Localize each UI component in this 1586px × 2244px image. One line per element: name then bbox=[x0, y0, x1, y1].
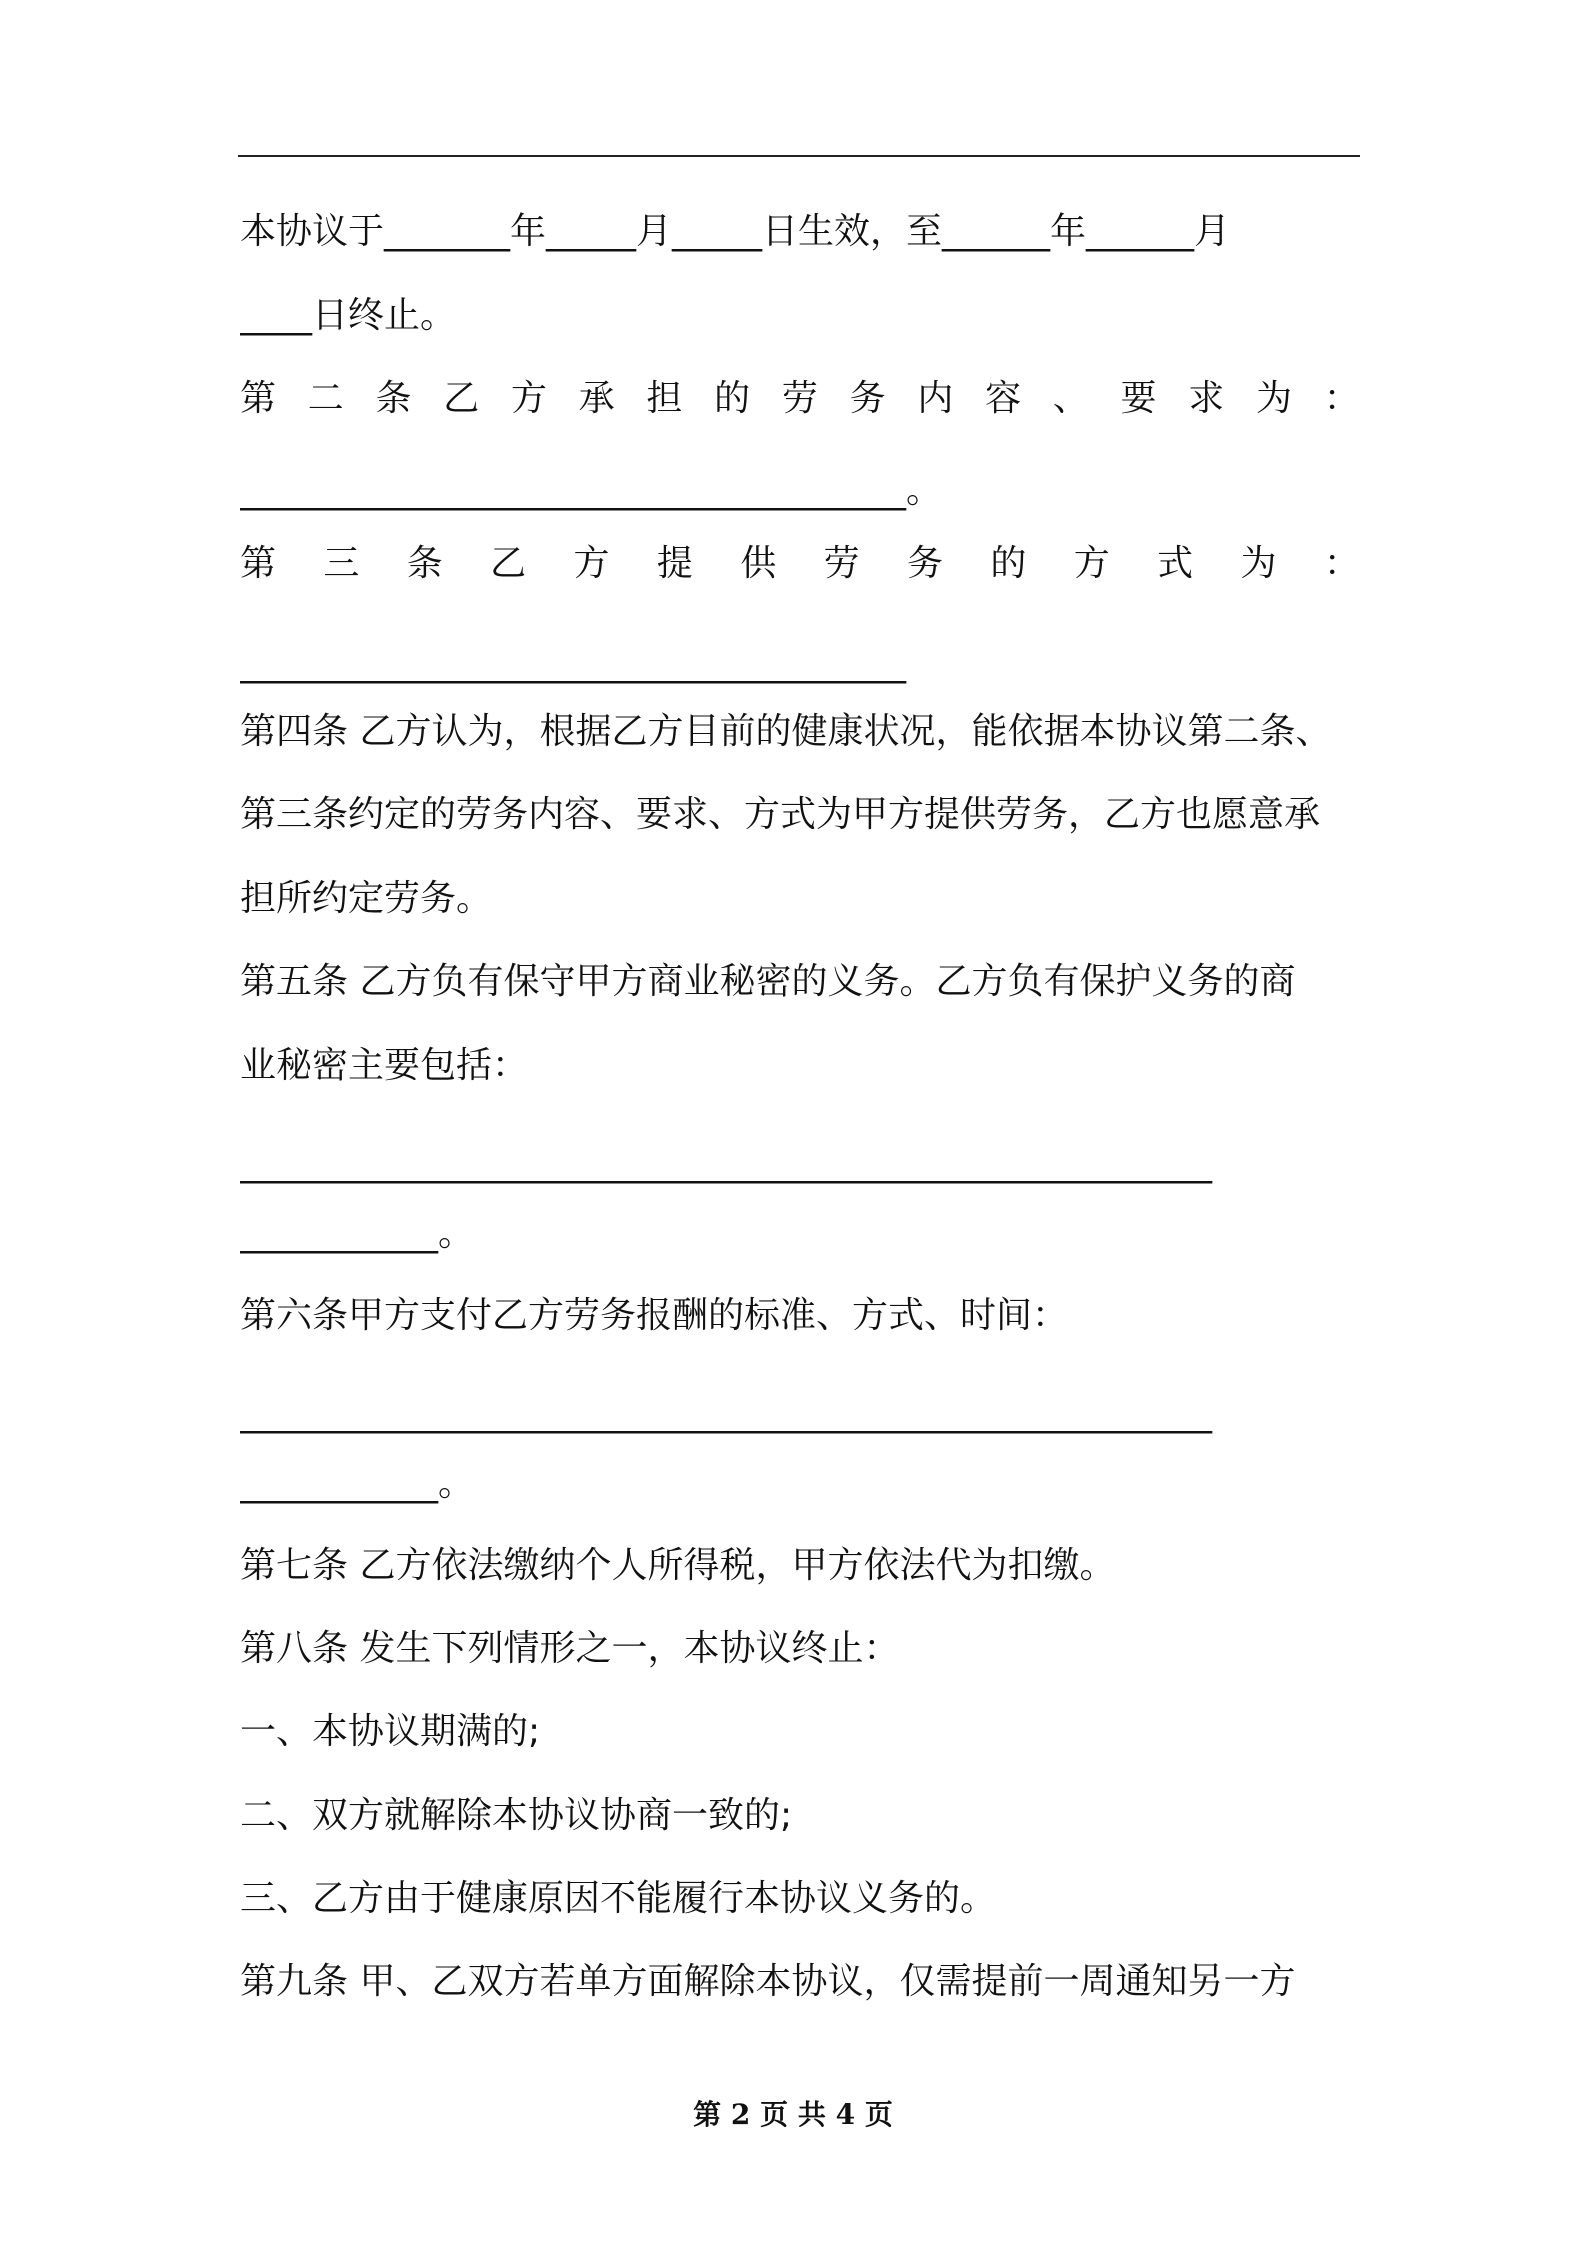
document-line: 一、本协议期满的; bbox=[240, 1711, 541, 1752]
document-line: 第八条 发生下列情形之一，本协议终止： bbox=[240, 1628, 900, 1669]
document-line: 第 三 条 乙 方 提 供 劳 务 的 方 式 为 ： bbox=[240, 543, 1360, 584]
document-line: ___________。 bbox=[240, 1463, 475, 1504]
document-line: 业秘密主要包括： bbox=[240, 1045, 529, 1086]
header-rule bbox=[238, 155, 1360, 157]
document-line: ____日终止。 bbox=[240, 295, 457, 336]
page-number: 第 2 页 共 4 页 bbox=[693, 2098, 893, 2131]
document-line: _____________________________________。 bbox=[240, 470, 942, 511]
document-line: 第五条 乙方负有保守甲方商业秘密的义务。乙方负有保护义务的商 bbox=[240, 961, 1296, 1002]
document-line: 担所约定劳务。 bbox=[240, 878, 493, 919]
document-line: ______________________________________________________ bbox=[240, 1393, 1212, 1434]
document-line: 二、双方就解除本协议协商一致的; bbox=[240, 1795, 793, 1836]
document-line: 本协议于_______年_____月_____日生效，至______年______月 bbox=[240, 211, 1231, 252]
document-line: ___________。 bbox=[240, 1213, 475, 1254]
document-line: 第四条 乙方认为，根据乙方目前的健康状况，能依据本协议第二条、 bbox=[240, 711, 1332, 752]
document-line: 第七条 乙方依法缴纳个人所得税，甲方依法代为扣缴。 bbox=[240, 1545, 1116, 1586]
document-line: 第三条约定的劳务内容、要求、方式为甲方提供劳务，乙方也愿意承 bbox=[240, 794, 1321, 835]
document-line: 第六条甲方支付乙方劳务报酬的标准、方式、时间： bbox=[240, 1295, 1069, 1336]
document-line: ______________________________________________________ bbox=[240, 1143, 1212, 1184]
document-line: _____________________________________ bbox=[240, 643, 906, 684]
document-line: 三、乙方由于健康原因不能履行本协议义务的。 bbox=[240, 1878, 997, 1919]
document-line: 第 二 条 乙 方 承 担 的 劳 务 内 容 、 要 求 为 ： bbox=[240, 378, 1360, 419]
document-line: 第九条 甲、乙双方若单方面解除本协议，仅需提前一周通知另一方 bbox=[240, 1961, 1296, 2002]
